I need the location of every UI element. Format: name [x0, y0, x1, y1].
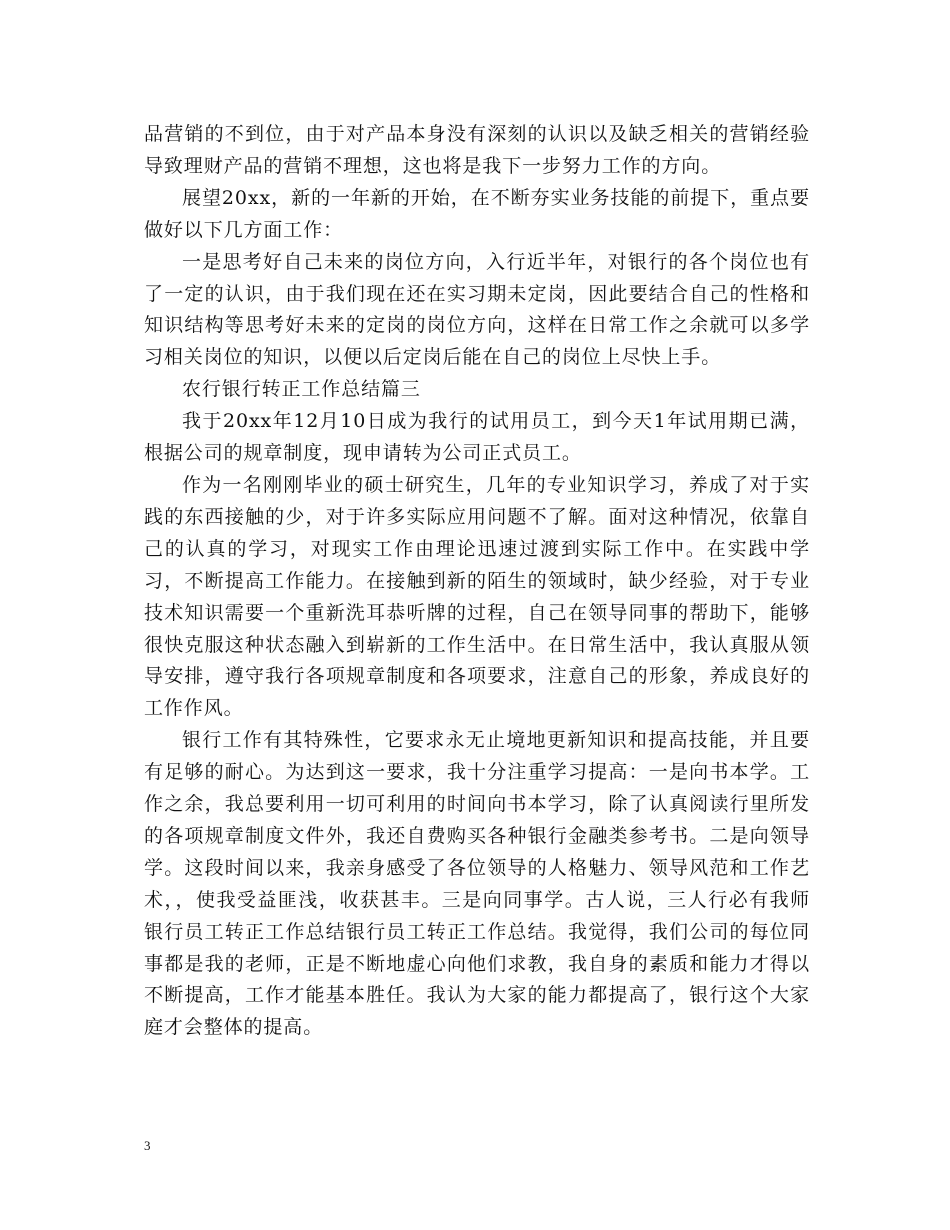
section-heading: 农行银行转正工作总结篇三	[182, 378, 421, 401]
paragraph-5: 我于20xx年12月10日成为我行的试用员工，到今天1年试用期已满，根据公司的规章制度，现申请转为公司正式员工。	[144, 410, 810, 465]
page-number: 3	[144, 1138, 151, 1153]
document-body	[144, 119, 810, 1044]
paragraph-3: 一是思考好自己未来的岗位方向，入行近半年，对银行的各个岗位也有了一定的认识，由于我们现在还在实习期未定岗，因此要结合自己的性格和知识结构等思考好未来的定岗的岗位方向，这样在日常工作之余就可以多学习相关岗位的知识，以便以后定岗后能在自己的岗位上尽快上手。	[144, 250, 810, 369]
paragraph-2: 展望20xx，新的一年新的开始，在不断夯实业务技能的前提下，重点要做好以下几方面工作：	[144, 186, 810, 241]
paragraph-6: 作为一名刚刚毕业的硕士研究生，几年的专业知识学习，养成了对于实践的东西接触的少，对于许多实际应用问题不了解。面对这种情况，依靠自己的认真的学习，对现实工作由理论迅速过渡到实际工作中。在实践中学习，不断提高工作能力。在接触到新的陌生的领域时，缺少经验，对于专业技术知识需要一个重新洗耳恭听牌的过程，自己在领导同事的帮助下，能够很快克服这种状态融入到崭新的工作生活中。在日常生活中，我认真服从领导安排，遵守我行各项规章制度和各项要求，注意自己的形象，养成良好的工作作风。	[144, 473, 810, 720]
paragraph-7: 银行工作有其特殊性，它要求永无止境地更新知识和提高技能，并且要有足够的耐心。为达到这一要求，我十分注重学习提高：一是向书本学。工作之余，我总要利用一切可利用的时间向书本学习，除了认真阅读行里所发的各项规章制度文件外，我还自费购买各种银行金融类参考书。二是向领导学。这段时间以来，我亲身感受了各位领导的人格魅力、领导风范和工作艺术，，使我受益匪浅，收获甚丰。三是向同事学。古人说，三人行必有我师银行员工转正工作总结银行员工转正工作总结。我觉得，我们公司的每位同事都是我的老师，正是不断地虚心向他们求教，我自身的素质和能力才得以不断提高，工作才能基本胜任。我认为大家的能力都提高了，银行这个大家庭才会整体的提高。	[144, 729, 810, 1039]
paragraph-1: 品营销的不到位，由于对产品本身没有深刻的认识以及缺乏相关的营销经验导致理财产品的营销不理想，这也将是我下一步努力工作的方向。	[144, 123, 810, 177]
